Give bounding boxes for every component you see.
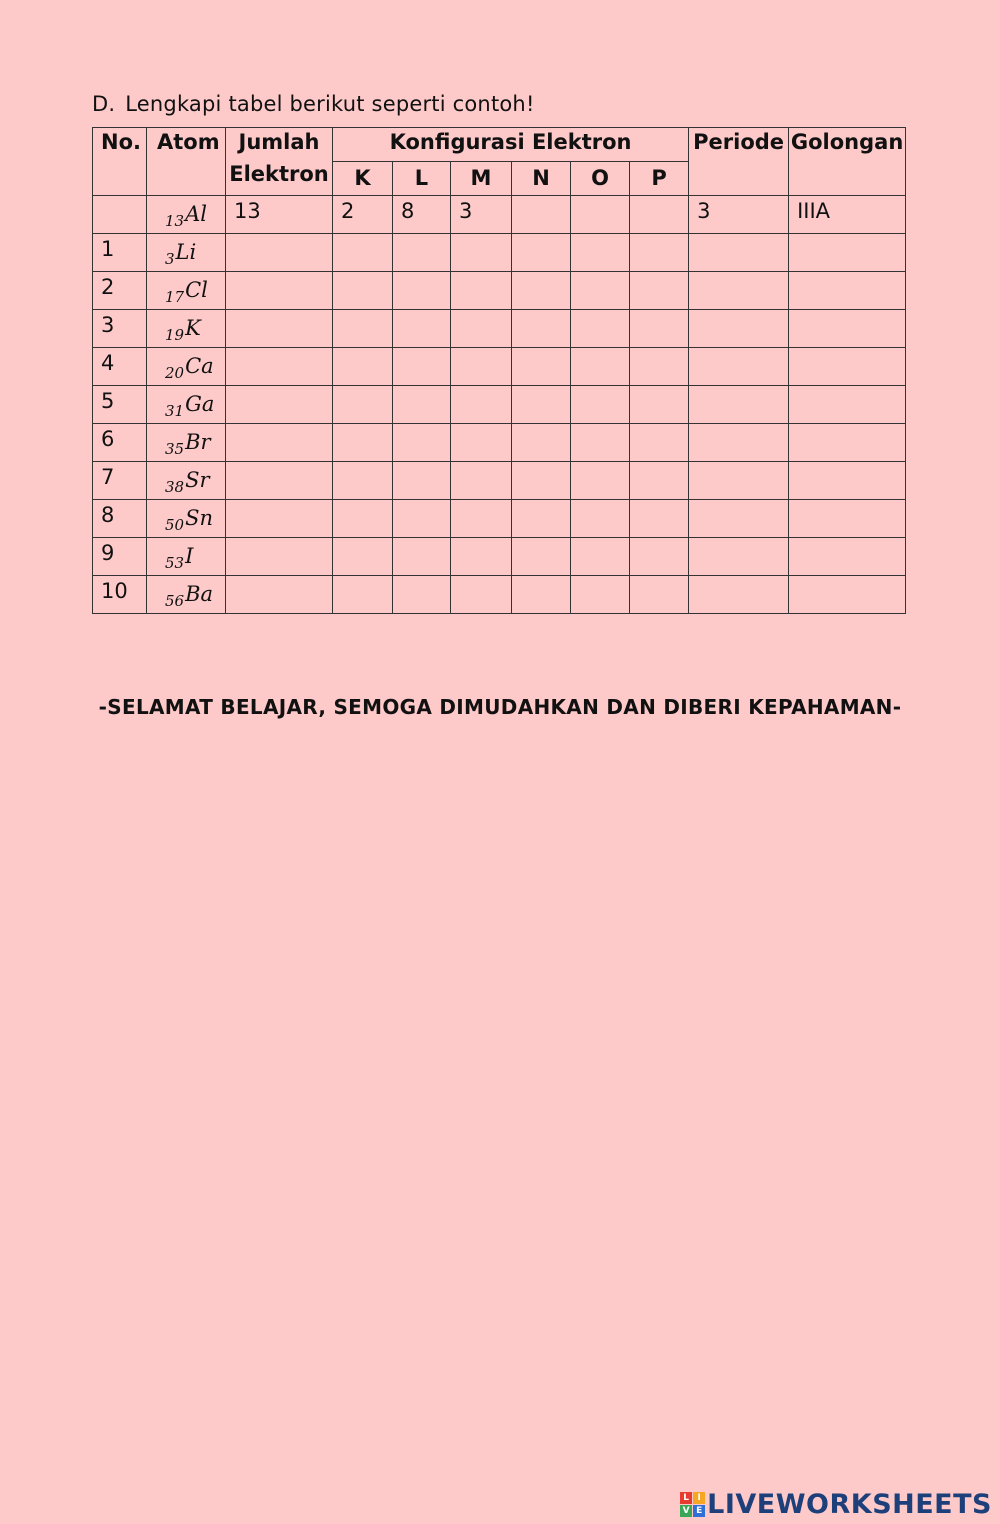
cell-shell-l[interactable] (393, 538, 451, 576)
cell-periode[interactable] (689, 500, 789, 538)
cell-periode[interactable] (689, 348, 789, 386)
atomic-number: 3 (165, 250, 175, 268)
cell-shell-p[interactable] (630, 538, 689, 576)
cell-shell-l[interactable] (393, 234, 451, 272)
cell-shell-p[interactable] (630, 462, 689, 500)
cell-atom (147, 500, 226, 538)
cell-shell-o[interactable] (571, 348, 630, 386)
atomic-number: 50 (165, 516, 185, 534)
header-no: No. (93, 128, 147, 196)
atomic-number: 19 (165, 326, 185, 344)
header-shell-o: O (571, 162, 630, 196)
cell-golongan[interactable] (789, 576, 906, 614)
cell-periode[interactable] (689, 576, 789, 614)
cell-shell-m[interactable] (451, 500, 512, 538)
cell-shell-o[interactable] (571, 424, 630, 462)
cell-shell-k[interactable] (333, 386, 393, 424)
table-row (93, 386, 906, 424)
table-row (93, 500, 906, 538)
table-row (93, 272, 906, 310)
cell-shell-n (512, 196, 571, 234)
cell-shell-o[interactable] (571, 500, 630, 538)
cell-golongan[interactable] (789, 424, 906, 462)
cell-shell-p[interactable] (630, 386, 689, 424)
cell-shell-p[interactable] (630, 234, 689, 272)
cell-golongan[interactable] (789, 234, 906, 272)
atom-symbol: Ba (185, 582, 214, 606)
header-golongan: Golongan (789, 128, 906, 196)
cell-shell-p[interactable] (630, 272, 689, 310)
atom-symbol: Li (175, 240, 197, 264)
cell-jumlah-elektron[interactable] (226, 538, 333, 576)
cell-shell-o[interactable] (571, 272, 630, 310)
cell-golongan[interactable] (789, 310, 906, 348)
cell-shell-p[interactable] (630, 576, 689, 614)
liveworksheets-brand[interactable] (680, 1489, 992, 1520)
instruction (92, 92, 535, 116)
cell-periode[interactable] (689, 272, 789, 310)
cell-shell-n[interactable] (512, 310, 571, 348)
atomic-number: 35 (165, 440, 185, 458)
cell-jumlah-elektron[interactable] (226, 310, 333, 348)
cell-shell-l[interactable] (393, 462, 451, 500)
cell-shell-l[interactable] (393, 310, 451, 348)
cell-no: 2 (93, 272, 147, 310)
table-row (93, 424, 906, 462)
cell-shell-m[interactable] (451, 272, 512, 310)
cell-shell-l[interactable] (393, 348, 451, 386)
cell-periode[interactable] (689, 234, 789, 272)
cell-shell-o[interactable] (571, 576, 630, 614)
atomic-number: 13 (165, 212, 185, 230)
cell-atom (147, 348, 226, 386)
atom-symbol: Sr (185, 468, 210, 492)
atom-symbol: Sn (185, 506, 214, 530)
cell-shell-n[interactable] (512, 348, 571, 386)
cell-shell-k[interactable] (333, 310, 393, 348)
cell-shell-n[interactable] (512, 538, 571, 576)
atom-symbol: I (185, 544, 194, 568)
cell-periode[interactable] (689, 310, 789, 348)
cell-periode[interactable] (689, 462, 789, 500)
cell-shell-o[interactable] (571, 538, 630, 576)
cell-shell-k[interactable] (333, 500, 393, 538)
cell-no: 5 (93, 386, 147, 424)
cell-shell-n[interactable] (512, 386, 571, 424)
logo-letter: L (680, 1492, 692, 1504)
atom-symbol: Al (185, 202, 207, 226)
cell-shell-p (630, 196, 689, 234)
atomic-number: 38 (165, 478, 185, 496)
header-shell-k: K (333, 162, 393, 196)
logo-letter: E (693, 1505, 705, 1517)
atom-symbol: Cl (185, 278, 208, 302)
header-elektron: Elektron (226, 162, 333, 196)
cell-shell-m[interactable] (451, 348, 512, 386)
cell-periode[interactable] (689, 386, 789, 424)
cell-shell-k[interactable] (333, 424, 393, 462)
cell-no: 8 (93, 500, 147, 538)
cell-golongan[interactable] (789, 348, 906, 386)
cell-atom (147, 424, 226, 462)
cell-shell-l[interactable] (393, 576, 451, 614)
table-row (93, 576, 906, 614)
cell-jumlah-elektron[interactable] (226, 424, 333, 462)
cell-shell-k[interactable] (333, 576, 393, 614)
cell-shell-o[interactable] (571, 386, 630, 424)
table-row (93, 310, 906, 348)
cell-jumlah-elektron[interactable] (226, 500, 333, 538)
cell-no: 7 (93, 462, 147, 500)
cell-no: 10 (93, 576, 147, 614)
cell-shell-m[interactable] (451, 424, 512, 462)
table-row (93, 196, 906, 234)
logo-letter: I (693, 1492, 705, 1504)
atom-symbol: Ga (185, 392, 215, 416)
cell-no: 9 (93, 538, 147, 576)
cell-shell-k: 2 (333, 196, 393, 234)
cell-shell-n[interactable] (512, 424, 571, 462)
atom-symbol: Ca (185, 354, 214, 378)
cell-shell-m[interactable] (451, 576, 512, 614)
electron-configuration-table (92, 127, 906, 614)
cell-no: 4 (93, 348, 147, 386)
cell-jumlah-elektron[interactable] (226, 348, 333, 386)
cell-shell-m: 3 (451, 196, 512, 234)
cell-shell-k[interactable] (333, 234, 393, 272)
atom-symbol: K (185, 316, 201, 340)
cell-golongan[interactable] (789, 272, 906, 310)
liveworksheets-logo-icon (680, 1492, 705, 1517)
cell-golongan[interactable] (789, 386, 906, 424)
table-row (93, 538, 906, 576)
cell-jumlah-elektron[interactable] (226, 576, 333, 614)
cell-no (93, 196, 147, 234)
cell-golongan[interactable] (789, 500, 906, 538)
cell-atom (147, 462, 226, 500)
cell-shell-l[interactable] (393, 386, 451, 424)
table-row (93, 462, 906, 500)
atom-symbol: Br (185, 430, 211, 454)
cell-atom (147, 196, 226, 234)
instruction-text: Lengkapi tabel berikut seperti contoh! (125, 92, 535, 116)
cell-shell-m[interactable] (451, 386, 512, 424)
cell-golongan[interactable] (789, 538, 906, 576)
cell-atom (147, 538, 226, 576)
atomic-number: 56 (165, 592, 185, 610)
cell-jumlah-elektron[interactable] (226, 386, 333, 424)
cell-shell-p[interactable] (630, 500, 689, 538)
cell-golongan: IIIA (789, 196, 906, 234)
header-periode: Periode (689, 128, 789, 196)
cell-shell-n[interactable] (512, 234, 571, 272)
cell-periode: 3 (689, 196, 789, 234)
table-row (93, 234, 906, 272)
cell-shell-p[interactable] (630, 424, 689, 462)
cell-atom (147, 386, 226, 424)
header-shell-p: P (630, 162, 689, 196)
cell-atom (147, 234, 226, 272)
cell-periode[interactable] (689, 424, 789, 462)
header-shell-l: L (393, 162, 451, 196)
cell-shell-l[interactable] (393, 272, 451, 310)
cell-shell-o[interactable] (571, 462, 630, 500)
cell-atom (147, 272, 226, 310)
cell-no: 3 (93, 310, 147, 348)
cell-shell-p[interactable] (630, 348, 689, 386)
cell-jumlah-elektron: 13 (226, 196, 333, 234)
cell-shell-n[interactable] (512, 272, 571, 310)
cell-shell-m[interactable] (451, 538, 512, 576)
liveworksheets-wordmark: LIVEWORKSHEETS (707, 1489, 992, 1520)
atomic-number: 31 (165, 402, 185, 420)
header-shell-n: N (512, 162, 571, 196)
cell-shell-m[interactable] (451, 462, 512, 500)
cell-shell-m[interactable] (451, 234, 512, 272)
cell-jumlah-elektron[interactable] (226, 234, 333, 272)
cell-shell-k[interactable] (333, 348, 393, 386)
logo-letter: V (680, 1505, 692, 1517)
cell-atom (147, 310, 226, 348)
cell-shell-n[interactable] (512, 462, 571, 500)
header-shell-m: M (451, 162, 512, 196)
cell-periode[interactable] (689, 538, 789, 576)
atomic-number: 53 (165, 554, 185, 572)
cell-jumlah-elektron[interactable] (226, 272, 333, 310)
cell-shell-o[interactable] (571, 234, 630, 272)
cell-shell-k[interactable] (333, 462, 393, 500)
header-atom: Atom (147, 128, 226, 196)
header-jumlah: Jumlah (226, 128, 333, 162)
cell-shell-k[interactable] (333, 272, 393, 310)
instruction-label: D. (92, 92, 116, 116)
cell-shell-o (571, 196, 630, 234)
cell-shell-l[interactable] (393, 424, 451, 462)
cell-no: 1 (93, 234, 147, 272)
cell-shell-l: 8 (393, 196, 451, 234)
cell-shell-n[interactable] (512, 500, 571, 538)
cell-shell-l[interactable] (393, 500, 451, 538)
cell-golongan[interactable] (789, 462, 906, 500)
table-row (93, 348, 906, 386)
cell-no: 6 (93, 424, 147, 462)
atomic-number: 17 (165, 288, 185, 306)
cell-shell-p[interactable] (630, 310, 689, 348)
closing-message: -SELAMAT BELAJAR, SEMOGA DIMUDAHKAN DAN DIBERI KEPAHAMAN- (98, 695, 902, 719)
cell-jumlah-elektron[interactable] (226, 462, 333, 500)
cell-shell-o[interactable] (571, 310, 630, 348)
cell-shell-k[interactable] (333, 538, 393, 576)
atomic-number: 20 (165, 364, 185, 382)
header-konfigurasi: Konfigurasi Elektron (333, 128, 689, 162)
cell-shell-m[interactable] (451, 310, 512, 348)
cell-shell-n[interactable] (512, 576, 571, 614)
cell-atom (147, 576, 226, 614)
